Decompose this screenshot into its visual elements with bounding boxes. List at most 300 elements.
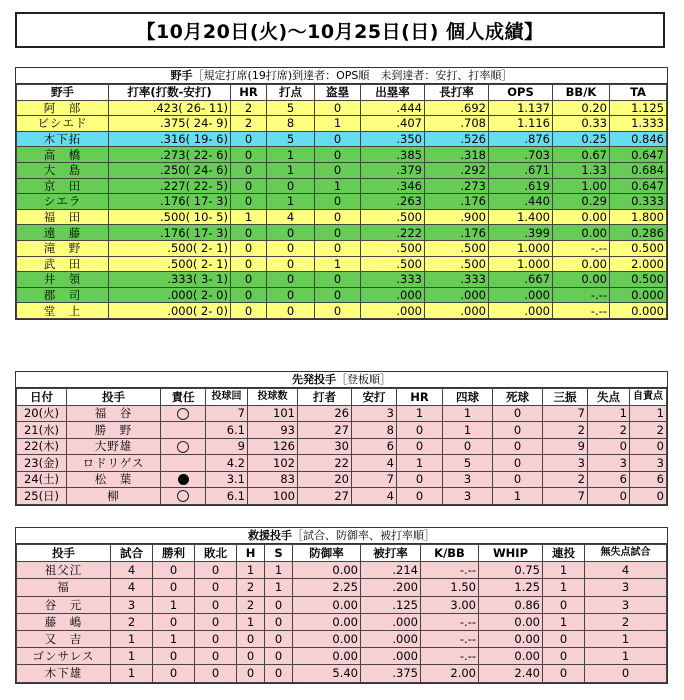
batter-bbk-cell: -.--	[553, 303, 610, 319]
batter-bbk-cell: 1.33	[553, 162, 610, 178]
batter-slg-cell: .708	[425, 116, 489, 132]
batter-ta-cell: 1.333	[610, 116, 667, 132]
batter-sb-cell: 0	[315, 272, 361, 288]
batter-bbk-cell: -.--	[553, 287, 610, 303]
batter-slg-cell: .000	[425, 303, 489, 319]
table-row	[17, 272, 667, 288]
reliever-cons-cell: 0	[543, 665, 585, 682]
batter-hr-cell: 0	[231, 272, 267, 288]
win-circle-icon	[177, 490, 189, 502]
relievers-section	[15, 527, 668, 684]
table-row	[17, 648, 667, 665]
reliever-nor-cell: 3	[585, 579, 667, 596]
starter-hbp-cell: 0	[493, 471, 543, 488]
reliever-whip-cell: 0.86	[479, 596, 543, 613]
starter-r-cell: 2	[588, 422, 630, 439]
table-row	[17, 162, 667, 178]
reliever-kbb-cell: 1.50	[421, 579, 479, 596]
relievers-caption	[16, 528, 667, 544]
table-row	[17, 100, 667, 116]
batter-sb-cell: 0	[315, 303, 361, 319]
starter-bb-cell: 0	[443, 438, 493, 455]
batters-header-cell: 野手	[17, 85, 109, 101]
table-row	[17, 131, 667, 147]
batter-slg-cell: .318	[425, 147, 489, 163]
starters-header-cell: HR	[397, 389, 443, 406]
batter-hr-cell: 0	[231, 147, 267, 163]
table-row	[17, 471, 667, 488]
batter-hr-cell: 1	[231, 209, 267, 225]
reliever-l-cell: 0	[195, 562, 237, 579]
batter-ta-cell: 0.500	[610, 240, 667, 256]
table-row	[17, 225, 667, 241]
relievers-caption-head: 救援投手	[248, 529, 292, 542]
starter-so-cell: 7	[543, 488, 588, 505]
batter-avg-cell: .227( 22- 5)	[109, 178, 231, 194]
batter-ta-cell: 0.684	[610, 162, 667, 178]
batters-header-cell: 打率(打数-安打)	[109, 85, 231, 101]
starter-name-cell: 柳	[67, 488, 161, 505]
batter-sb-cell: 0	[315, 100, 361, 116]
starters-table	[16, 388, 667, 505]
reliever-l-cell: 0	[195, 648, 237, 665]
reliever-s-cell: 0	[265, 648, 293, 665]
batter-ops-cell: .671	[489, 162, 553, 178]
batter-rbi-cell: 0	[267, 240, 315, 256]
decision-cell	[161, 455, 206, 472]
starters-header-cell: 安打	[352, 389, 397, 406]
batter-ops-cell: 1.000	[489, 240, 553, 256]
starter-hr-cell: 0	[397, 488, 443, 505]
reliever-h-cell: 0	[237, 630, 265, 647]
batter-bbk-cell: 1.00	[553, 178, 610, 194]
batter-avg-cell: .500( 10- 5)	[109, 209, 231, 225]
relievers-header-cell: S	[265, 545, 293, 562]
reliever-l-cell: 0	[195, 665, 237, 682]
table-row	[17, 209, 667, 225]
starter-date-cell: 22(木)	[17, 438, 67, 455]
reliever-s-cell: 0	[265, 665, 293, 682]
starter-er-cell: 1	[630, 405, 667, 422]
batter-ta-cell: 0.286	[610, 225, 667, 241]
starter-h-cell: 6	[352, 438, 397, 455]
batter-name-cell: 阿 部	[17, 100, 109, 116]
batter-ta-cell: 0.500	[610, 272, 667, 288]
starter-date-cell: 23(金)	[17, 455, 67, 472]
batter-obp-cell: .333	[361, 272, 425, 288]
batter-sb-cell: 0	[315, 162, 361, 178]
reliever-era-cell: 0.00	[293, 648, 361, 665]
batter-rbi-cell: 5	[267, 100, 315, 116]
table-row	[17, 455, 667, 472]
starter-so-cell: 9	[543, 438, 588, 455]
batter-slg-cell: .000	[425, 287, 489, 303]
batter-name-cell: 遠 藤	[17, 225, 109, 241]
batter-bbk-cell: 0.00	[553, 272, 610, 288]
relievers-header-cell: 試合	[111, 545, 153, 562]
batter-slg-cell: .176	[425, 225, 489, 241]
relievers-header-cell: 投手	[17, 545, 111, 562]
relievers-header-cell: H	[237, 545, 265, 562]
reliever-nor-cell: 2	[585, 613, 667, 630]
batter-name-cell: 大 島	[17, 162, 109, 178]
reliever-h-cell: 2	[237, 596, 265, 613]
batter-hr-cell: 0	[231, 287, 267, 303]
starters-header-cell: 三振	[543, 389, 588, 406]
batter-rbi-cell: 0	[267, 178, 315, 194]
batter-slg-cell: .526	[425, 131, 489, 147]
batter-slg-cell: .333	[425, 272, 489, 288]
reliever-w-cell: 0	[153, 579, 195, 596]
reliever-l-cell: 0	[195, 613, 237, 630]
reliever-nor-cell: 3	[585, 596, 667, 613]
starters-header-cell: 責任	[161, 389, 206, 406]
batter-obp-cell: .000	[361, 303, 425, 319]
reliever-name-cell: 木下雄	[17, 665, 111, 682]
batter-ops-cell: .876	[489, 131, 553, 147]
reliever-g-cell: 1	[111, 648, 153, 665]
batter-ops-cell: 1.116	[489, 116, 553, 132]
starter-ip-cell: 3.1	[206, 471, 248, 488]
reliever-w-cell: 0	[153, 648, 195, 665]
starter-h-cell: 8	[352, 422, 397, 439]
reliever-g-cell: 1	[111, 665, 153, 682]
batter-slg-cell: .176	[425, 194, 489, 210]
starter-bf-cell: 27	[298, 422, 352, 439]
batter-name-cell: 高 橋	[17, 147, 109, 163]
starter-hbp-cell: 1	[493, 488, 543, 505]
batter-ops-cell: .399	[489, 225, 553, 241]
starter-bb-cell: 3	[443, 471, 493, 488]
reliever-w-cell: 1	[153, 630, 195, 647]
decision-cell	[161, 422, 206, 439]
reliever-era-cell: 5.40	[293, 665, 361, 682]
starter-bb-cell: 3	[443, 488, 493, 505]
starter-r-cell: 1	[588, 405, 630, 422]
reliever-s-cell: 0	[265, 596, 293, 613]
reliever-w-cell: 0	[153, 665, 195, 682]
batter-name-cell: 井 領	[17, 272, 109, 288]
table-row	[17, 596, 667, 613]
reliever-l-cell: 0	[195, 630, 237, 647]
decision-cell	[161, 405, 206, 422]
starter-so-cell: 2	[543, 471, 588, 488]
table-row	[17, 194, 667, 210]
batters-header-cell: 盗塁	[315, 85, 361, 101]
batter-hr-cell: 0	[231, 178, 267, 194]
starter-ip-cell: 6.1	[206, 422, 248, 439]
batter-rbi-cell: 5	[267, 131, 315, 147]
table-row	[17, 613, 667, 630]
batters-header-cell: 打点	[267, 85, 315, 101]
batter-sb-cell: 0	[315, 225, 361, 241]
batter-name-cell: 滝 野	[17, 240, 109, 256]
reliever-name-cell: 又 吉	[17, 630, 111, 647]
relievers-header-cell: 連投	[543, 545, 585, 562]
batter-ta-cell: 2.000	[610, 256, 667, 272]
win-circle-icon	[177, 408, 189, 420]
batter-ops-cell: 1.000	[489, 256, 553, 272]
batter-bbk-cell: 0.00	[553, 256, 610, 272]
batter-avg-cell: .333( 3- 1)	[109, 272, 231, 288]
page-title: 【10月20日(火)～10月25日(日) 個人成績】	[15, 12, 665, 48]
reliever-s-cell: 1	[265, 562, 293, 579]
batter-ops-cell: 1.400	[489, 209, 553, 225]
batter-ops-cell: .667	[489, 272, 553, 288]
batter-ta-cell: 0.647	[610, 147, 667, 163]
batter-hr-cell: 0	[231, 225, 267, 241]
batter-ta-cell: 0.846	[610, 131, 667, 147]
starter-date-cell: 24(土)	[17, 471, 67, 488]
starter-h-cell: 3	[352, 405, 397, 422]
batter-slg-cell: .292	[425, 162, 489, 178]
reliever-kbb-cell: -.--	[421, 648, 479, 665]
starter-ip-cell: 9	[206, 438, 248, 455]
reliever-era-cell: 0.00	[293, 596, 361, 613]
starter-np-cell: 93	[248, 422, 298, 439]
reliever-nor-cell: 0	[585, 665, 667, 682]
starters-caption	[16, 372, 667, 388]
batter-ta-cell: 0.000	[610, 287, 667, 303]
relievers-header-cell: 被打率	[361, 545, 421, 562]
batter-slg-cell: .273	[425, 178, 489, 194]
batter-obp-cell: .350	[361, 131, 425, 147]
starter-h-cell: 4	[352, 455, 397, 472]
starters-header-row	[17, 389, 667, 406]
reliever-cons-cell: 1	[543, 562, 585, 579]
starter-np-cell: 83	[248, 471, 298, 488]
relievers-header-cell: 敗北	[195, 545, 237, 562]
starter-ip-cell: 4.2	[206, 455, 248, 472]
reliever-cons-cell: 0	[543, 596, 585, 613]
reliever-baa-cell: .375	[361, 665, 421, 682]
reliever-s-cell: 1	[265, 579, 293, 596]
reliever-era-cell: 2.25	[293, 579, 361, 596]
table-row	[17, 256, 667, 272]
starter-ip-cell: 6.1	[206, 488, 248, 505]
batter-avg-cell: .176( 17- 3)	[109, 194, 231, 210]
starter-bf-cell: 22	[298, 455, 352, 472]
batter-name-cell: 福 田	[17, 209, 109, 225]
batter-name-cell: 木下拓	[17, 131, 109, 147]
starter-h-cell: 7	[352, 471, 397, 488]
batter-avg-cell: .000( 2- 0)	[109, 303, 231, 319]
batter-ta-cell: 0.333	[610, 194, 667, 210]
starter-np-cell: 101	[248, 405, 298, 422]
batter-sb-cell: 0	[315, 209, 361, 225]
batter-bbk-cell: 0.29	[553, 194, 610, 210]
starter-np-cell: 102	[248, 455, 298, 472]
reliever-name-cell: 祖父江	[17, 562, 111, 579]
batter-hr-cell: 0	[231, 194, 267, 210]
batter-avg-cell: .176( 17- 3)	[109, 225, 231, 241]
reliever-h-cell: 1	[237, 562, 265, 579]
starter-bf-cell: 26	[298, 405, 352, 422]
starter-hr-cell: 0	[397, 422, 443, 439]
table-row	[17, 422, 667, 439]
batter-avg-cell: .500( 2- 1)	[109, 256, 231, 272]
batters-table	[16, 84, 667, 319]
batter-rbi-cell: 0	[267, 225, 315, 241]
batter-bbk-cell: 0.33	[553, 116, 610, 132]
batter-obp-cell: .500	[361, 256, 425, 272]
starter-r-cell: 0	[588, 438, 630, 455]
reliever-g-cell: 2	[111, 613, 153, 630]
batters-header-cell: 長打率	[425, 85, 489, 101]
relievers-header-cell: K/BB	[421, 545, 479, 562]
batter-rbi-cell: 0	[267, 272, 315, 288]
batters-header-row	[17, 85, 667, 101]
table-row	[17, 240, 667, 256]
reliever-s-cell: 0	[265, 630, 293, 647]
reliever-nor-cell: 1	[585, 630, 667, 647]
decision-cell	[161, 471, 206, 488]
batter-name-cell: 武 田	[17, 256, 109, 272]
starter-h-cell: 4	[352, 488, 397, 505]
reliever-name-cell: 谷 元	[17, 596, 111, 613]
batter-rbi-cell: 1	[267, 147, 315, 163]
starter-r-cell: 0	[588, 488, 630, 505]
table-row	[17, 405, 667, 422]
reliever-cons-cell: 1	[543, 613, 585, 630]
table-row	[17, 438, 667, 455]
batter-ops-cell: .440	[489, 194, 553, 210]
batter-sb-cell: 1	[315, 256, 361, 272]
batter-obp-cell: .407	[361, 116, 425, 132]
reliever-w-cell: 1	[153, 596, 195, 613]
reliever-baa-cell: .000	[361, 648, 421, 665]
relievers-header-cell: 勝利	[153, 545, 195, 562]
reliever-g-cell: 3	[111, 596, 153, 613]
relievers-caption-rest: ［試合、防御率、被打率順］	[292, 529, 435, 542]
batter-obp-cell: .500	[361, 209, 425, 225]
batter-bbk-cell: 0.00	[553, 209, 610, 225]
batter-rbi-cell: 8	[267, 116, 315, 132]
batter-sb-cell: 0	[315, 147, 361, 163]
starter-hbp-cell: 0	[493, 405, 543, 422]
batter-ops-cell: 1.137	[489, 100, 553, 116]
reliever-w-cell: 0	[153, 613, 195, 630]
reliever-whip-cell: 1.25	[479, 579, 543, 596]
starter-bf-cell: 30	[298, 438, 352, 455]
reliever-era-cell: 0.00	[293, 613, 361, 630]
batters-caption-rest: ［規定打席(19打席)到達者：OPS順 未到達者：安打、打率順］	[192, 69, 513, 82]
reliever-kbb-cell: 3.00	[421, 596, 479, 613]
table-row	[17, 488, 667, 505]
table-row	[17, 147, 667, 163]
batter-rbi-cell: 0	[267, 256, 315, 272]
starter-er-cell: 0	[630, 488, 667, 505]
starter-so-cell: 7	[543, 405, 588, 422]
starter-bb-cell: 1	[443, 405, 493, 422]
starter-name-cell: 福 谷	[67, 405, 161, 422]
batter-ta-cell: 1.800	[610, 209, 667, 225]
starter-np-cell: 100	[248, 488, 298, 505]
starter-er-cell: 3	[630, 455, 667, 472]
batter-ops-cell: .619	[489, 178, 553, 194]
reliever-whip-cell: 0.00	[479, 613, 543, 630]
batter-name-cell: シエラ	[17, 194, 109, 210]
batter-hr-cell: 2	[231, 100, 267, 116]
batter-obp-cell: .263	[361, 194, 425, 210]
starter-date-cell: 25(日)	[17, 488, 67, 505]
decision-cell	[161, 488, 206, 505]
batter-bbk-cell: 0.67	[553, 147, 610, 163]
batter-avg-cell: .423( 26- 11)	[109, 100, 231, 116]
table-row	[17, 287, 667, 303]
reliever-g-cell: 1	[111, 630, 153, 647]
reliever-h-cell: 1	[237, 613, 265, 630]
starter-name-cell: 勝 野	[67, 422, 161, 439]
batter-rbi-cell: 1	[267, 194, 315, 210]
batter-obp-cell: .346	[361, 178, 425, 194]
starter-date-cell: 20(火)	[17, 405, 67, 422]
batter-sb-cell: 0	[315, 240, 361, 256]
batter-ops-cell: .000	[489, 287, 553, 303]
reliever-baa-cell: .000	[361, 613, 421, 630]
batter-hr-cell: 2	[231, 116, 267, 132]
reliever-baa-cell: .000	[361, 630, 421, 647]
reliever-baa-cell: .214	[361, 562, 421, 579]
starters-header-cell: 投球回	[206, 389, 248, 406]
starter-np-cell: 126	[248, 438, 298, 455]
batter-obp-cell: .385	[361, 147, 425, 163]
batter-rbi-cell: 0	[267, 287, 315, 303]
reliever-nor-cell: 4	[585, 562, 667, 579]
relievers-header-cell: WHIP	[479, 545, 543, 562]
batters-header-cell: TA	[610, 85, 667, 101]
batter-hr-cell: 0	[231, 162, 267, 178]
reliever-w-cell: 0	[153, 562, 195, 579]
starter-so-cell: 2	[543, 422, 588, 439]
reliever-kbb-cell: -.--	[421, 630, 479, 647]
starter-er-cell: 6	[630, 471, 667, 488]
starter-hr-cell: 0	[397, 471, 443, 488]
batter-slg-cell: .692	[425, 100, 489, 116]
batters-header-cell: HR	[231, 85, 267, 101]
batters-caption	[16, 68, 667, 84]
batter-name-cell: 郡 司	[17, 287, 109, 303]
reliever-l-cell: 0	[195, 596, 237, 613]
batter-sb-cell: 0	[315, 131, 361, 147]
starter-name-cell: ロドリゲス	[67, 455, 161, 472]
starters-header-cell: 四球	[443, 389, 493, 406]
table-row	[17, 562, 667, 579]
table-row	[17, 630, 667, 647]
batters-header-cell: OPS	[489, 85, 553, 101]
batter-avg-cell: .375( 24- 9)	[109, 116, 231, 132]
starter-so-cell: 3	[543, 455, 588, 472]
batter-avg-cell: .000( 2- 0)	[109, 287, 231, 303]
reliever-h-cell: 2	[237, 579, 265, 596]
reliever-name-cell: 福	[17, 579, 111, 596]
batter-ops-cell: .000	[489, 303, 553, 319]
table-row	[17, 116, 667, 132]
starter-date-cell: 21(水)	[17, 422, 67, 439]
reliever-cons-cell: 0	[543, 630, 585, 647]
batter-hr-cell: 0	[231, 303, 267, 319]
starters-caption-head: 先発投手	[292, 373, 336, 386]
batter-name-cell: 堂 上	[17, 303, 109, 319]
relievers-table	[16, 544, 667, 683]
batter-obp-cell: .222	[361, 225, 425, 241]
batter-ta-cell: 1.125	[610, 100, 667, 116]
batter-name-cell: 京 田	[17, 178, 109, 194]
reliever-whip-cell: 0.75	[479, 562, 543, 579]
reliever-h-cell: 0	[237, 665, 265, 682]
starter-bf-cell: 27	[298, 488, 352, 505]
batter-ta-cell: 0.000	[610, 303, 667, 319]
